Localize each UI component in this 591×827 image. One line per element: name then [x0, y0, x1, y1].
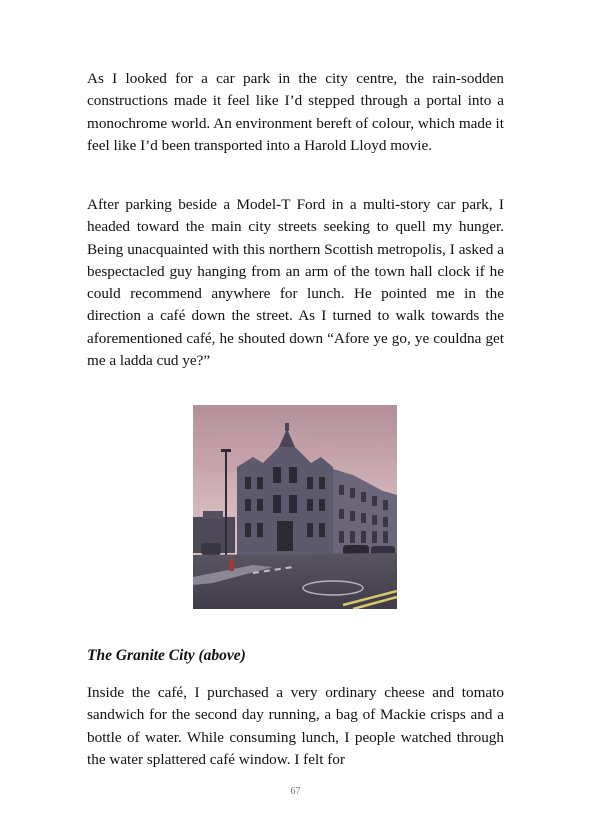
- paragraph-2: After parking beside a Model-T Ford in a multi-story car park, I headed toward the main city streets seeking to quell my hunger. Being unacquainted with this northern Scottish metropolis, I asked a bespectacled guy hanging from an arm of the town hall clock if he could recommend anywhere for lunch. He pointed me in the direction a café down the street. As I turned to walk towards the aforementioned café, he shouted down “Afore ye go, ye couldna get me a ladda cud ye?”: [87, 196, 504, 370]
- granite-city-photo: [193, 405, 397, 609]
- page-number: 67: [290, 786, 301, 797]
- paragraph-1: As I looked for a car park in the city centre, the rain-sodden constructions made it feel like I’d stepped through a portal into a monochrome world. An environment bereft of colour, which made it feel like I’d been transported into a Harold Lloyd movie.: [87, 70, 504, 154]
- paragraph-3: Inside the café, I purchased a very ordinary cheese and tomato sandwich for the second day running, a bag of Mackie crisps and a bottle of water. While consuming lunch, I people watched through the water splattered café window. I felt for: [87, 684, 504, 768]
- figure-caption: The Granite City (above): [87, 647, 246, 664]
